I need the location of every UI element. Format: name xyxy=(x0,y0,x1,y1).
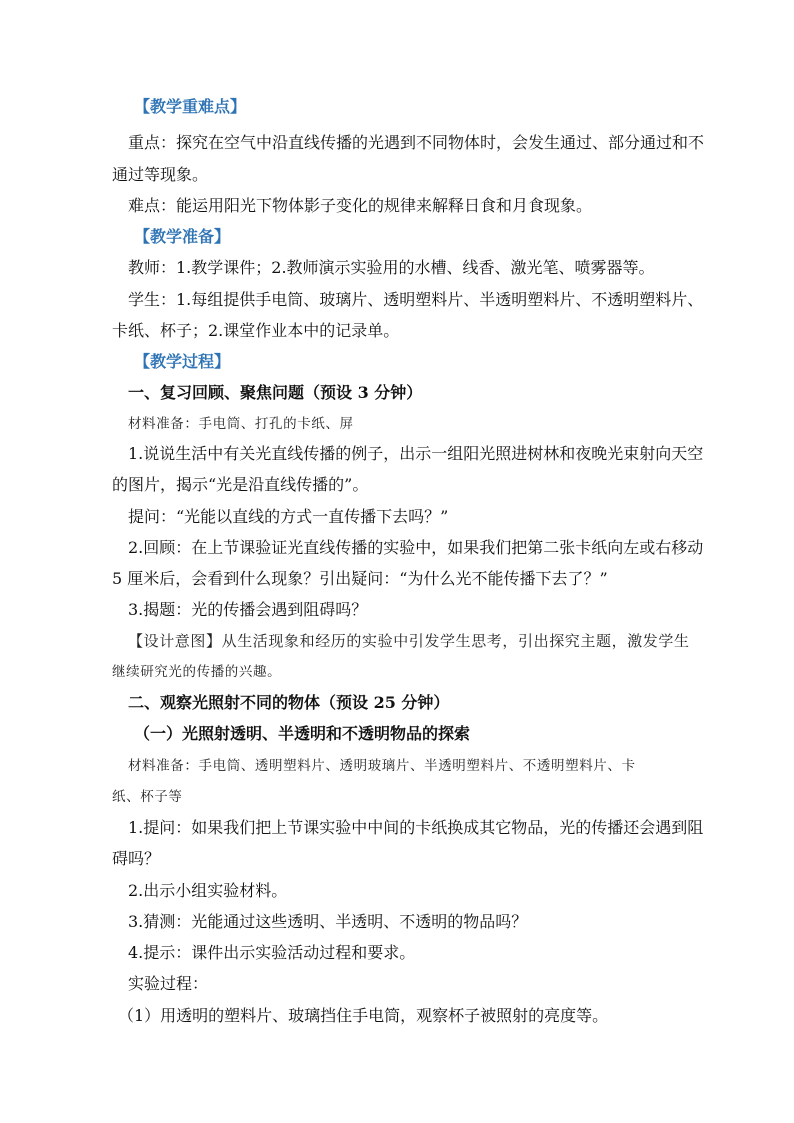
process-heading: 【教学过程】 xyxy=(134,352,231,371)
section-2-step-1-line-2: 碍吗？ xyxy=(112,849,161,868)
section-1-title: 一、复习回顾、聚焦问题（预设 3 分钟） xyxy=(128,383,423,402)
focus-line-1: 重点：探究在空气中沿直线传播的光遇到不同物体时，会发生通过、部分通过和不 xyxy=(128,133,705,152)
difficulty-line: 难点：能运用阳光下物体影子变化的规律来解释日食和月食现象。 xyxy=(128,196,593,215)
section-2-step-3: 3.猜测：光能通过这些透明、半透明、不透明的物品吗？ xyxy=(128,912,528,931)
section-1-step-3: 3.揭题：光的传播会遇到阻碍吗？ xyxy=(128,600,368,619)
section-1-step-2-line-2: 5 厘米后，会看到什么现象？引出疑问：“为什么光不能传播下去了？” xyxy=(112,569,608,588)
experiment-process-label: 实验过程： xyxy=(128,974,209,993)
section-2-materials-line-1: 材料准备：手电筒、透明塑料片、透明玻璃片、半透明塑料片、不透明塑料片、卡 xyxy=(128,758,636,774)
teacher-preparation: 教师：1.教学课件；2.教师演示实验用的水槽、线香、激光笔、喷雾器等。 xyxy=(128,258,655,277)
student-preparation-line-2: 卡纸、杯子；2.课堂作业本中的记录单。 xyxy=(112,321,400,340)
section-2-step-1-line-1: 1.提问：如果我们把上节课实验中中间的卡纸换成其它物品，光的传播还会遇到阻 xyxy=(128,818,704,837)
design-intent-line-2: 继续研究光的传播的兴趣。 xyxy=(112,664,282,680)
experiment-process-item-1: （1）用透明的塑料片、玻璃挡住手电筒，观察杯子被照射的亮度等。 xyxy=(118,1006,609,1025)
section-1-step-1-line-2: 的图片，揭示“光是沿直线传播的”。 xyxy=(112,475,369,494)
section-2-materials-line-2: 纸、杯子等 xyxy=(112,789,183,805)
section-1-step-1-line-1: 1.说说生活中有关光直线传播的例子，出示一组阳光照进树林和夜晚光束射向天空 xyxy=(128,444,704,463)
section-2-step-2: 2.出示小组实验材料。 xyxy=(128,881,288,900)
section-2-title: 二、观察光照射不同的物体（预设 25 分钟） xyxy=(128,693,450,712)
section-2-step-4: 4.提示：课件出示实验活动过程和要求。 xyxy=(128,943,416,962)
key-points-heading: 【教学重难点】 xyxy=(134,97,247,116)
section-1-materials: 材料准备：手电筒、打孔的卡纸、屏 xyxy=(128,416,354,432)
section-2-subtitle: （一）光照射透明、半透明和不透明物品的探索 xyxy=(134,724,471,743)
preparation-heading: 【教学准备】 xyxy=(134,227,231,246)
design-intent-line-1: 【设计意图】从生活现象和经历的实验中引发学生思考，引出探究主题，激发学生 xyxy=(128,632,690,650)
student-preparation-line-1: 学生：1.每组提供手电筒、玻璃片、透明塑料片、半透明塑料片、不透明塑料片、 xyxy=(128,290,704,309)
focus-line-2: 通过等现象。 xyxy=(112,165,209,184)
section-1-step-2-line-1: 2.回顾：在上节课验证光直线传播的实验中，如果我们把第二张卡纸向左或右移动 xyxy=(128,538,704,557)
section-1-question: 提问：“光能以直线的方式一直传播下去吗？” xyxy=(128,507,449,526)
